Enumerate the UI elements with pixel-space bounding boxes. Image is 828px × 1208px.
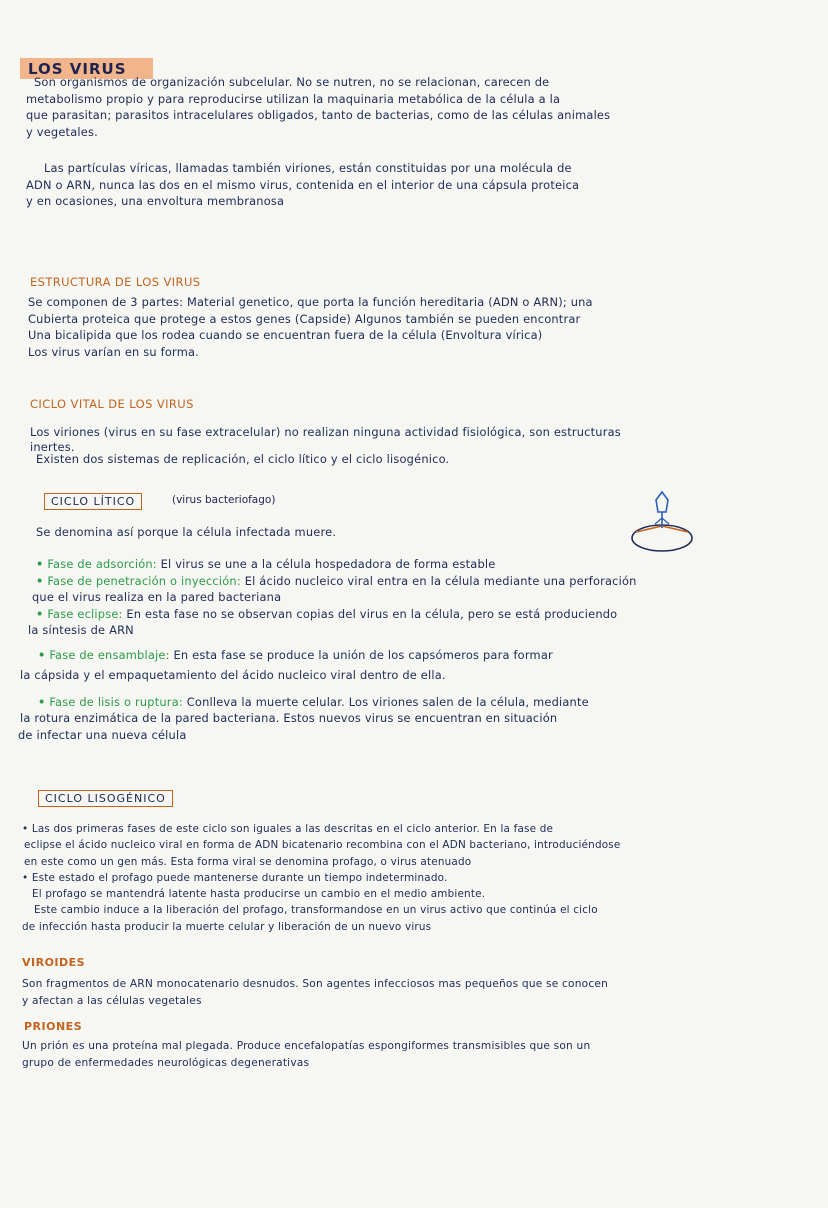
text-line: metabolismo propio y para reproducirse utilizan la maquinaria metabólica de la célula a la bbox=[26, 91, 561, 106]
fase-text: En esta fase se produce la unión de los capsómeros para formar bbox=[173, 647, 553, 662]
ciclo-litico-aside: (virus bacteriofago) bbox=[172, 494, 276, 506]
fase-text: Conlleva la muerte celular. Los viriones salen de la célula, mediante bbox=[186, 694, 589, 709]
bullet-dot: • bbox=[36, 573, 44, 588]
text-line: grupo de enfermedades neurológicas degenerativas bbox=[22, 1056, 310, 1069]
page-title: LOS VIRUS bbox=[20, 58, 153, 79]
fase-item bbox=[18, 647, 818, 664]
intro-paragraph-2 bbox=[26, 160, 816, 210]
ciclo-litico-fases bbox=[18, 556, 818, 743]
text-line: eclipse el ácido nucleico viral en forma de ADN bicatenario recombina con el ADN bacteriano, introduciéndose bbox=[24, 839, 621, 852]
viroides-text bbox=[22, 976, 822, 1009]
text-line: Los virus varían en su forma. bbox=[28, 344, 200, 359]
text-line: Este cambio induce a la liberación del profago, transformandose en un virus activo que continúa el ciclo bbox=[34, 904, 598, 917]
fase-name: Fase de adsorción: bbox=[47, 557, 157, 571]
text-line: que parasitan; parasitos intracelulares obligados, tanto de bacterias, como de las células animales bbox=[26, 108, 611, 122]
text-line: Un prión es una proteína mal plegada. Produce encefalopatías espongiformes transmisibles que son un bbox=[22, 1040, 591, 1052]
text-line: • Este estado el profago puede mantenerse durante un tiempo indeterminado. bbox=[22, 871, 448, 884]
text-line: Se componen de 3 partes: Material genetico, que porta la función hereditaria (ADN o ARN); una bbox=[28, 295, 593, 309]
estructura-text bbox=[28, 294, 818, 360]
ciclo-vital-heading: CICLO VITAL DE LOS VIRUS bbox=[30, 397, 194, 411]
estructura-heading: ESTRUCTURA DE LOS VIRUS bbox=[30, 275, 201, 289]
text-line: • Las dos primeras fases de este ciclo son iguales a las descritas en el ciclo anterior. En la fase de bbox=[22, 823, 554, 835]
fase-name: Fase de ensamblaje: bbox=[49, 647, 170, 662]
fase-text: En esta fase no se observan copias del virus en la célula, pero se está produciendo bbox=[126, 606, 618, 621]
fase-text: de infectar una nueva célula bbox=[18, 727, 187, 742]
bullet-dot: • bbox=[38, 694, 46, 709]
fase-text: que el virus realiza en la pared bacteriana bbox=[32, 590, 282, 604]
fase-item bbox=[18, 573, 818, 590]
ciclo-lisogenico-label: CICLO LISOGÉNICO bbox=[38, 790, 173, 807]
bacteriophage-icon bbox=[628, 488, 698, 560]
text-line: Son organismos de organización subcelular. No se nutren, no se relacionan, carecen de bbox=[34, 75, 550, 89]
fase-name: Fase de lisis o ruptura: bbox=[49, 694, 183, 709]
bullet-dot: • bbox=[36, 557, 44, 571]
fase-name: Fase de penetración o inyección: bbox=[47, 573, 241, 588]
fase-text: El virus se une a la célula hospedadora de forma estable bbox=[160, 557, 496, 571]
fase-text: la cápsida y el empaquetamiento del ácido nucleico viral dentro de ella. bbox=[20, 668, 446, 682]
text-line: Una bicalipida que los rodea cuando se encuentran fuera de la célula (Envoltura vírica) bbox=[28, 328, 543, 342]
viroides-heading: VIROIDES bbox=[22, 956, 86, 969]
ciclo-lisogenico-text bbox=[22, 821, 822, 935]
fase-item bbox=[18, 694, 818, 711]
priones-heading: PRIONES bbox=[24, 1020, 83, 1033]
priones-text bbox=[22, 1038, 822, 1071]
fase-text: la rotura enzimática de la pared bacteriana. Estos nuevos virus se encuentran en situación bbox=[20, 711, 558, 725]
fase-name: Fase eclipse: bbox=[47, 606, 123, 621]
text-line: en este como un gen más. Esta forma viral se denomina profago, o virus atenuado bbox=[24, 855, 472, 868]
fase-item bbox=[18, 556, 818, 573]
text-line: Son fragmentos de ARN monocatenario desnudos. Son agentes infecciosos mas pequeños que se conocen bbox=[22, 978, 608, 990]
fase-item bbox=[18, 606, 818, 623]
text-line: Las partículas víricas, llamadas también viriones, están constituidas por una molécula de bbox=[44, 161, 572, 175]
text-line: y en ocasiones, una envoltura membranosa bbox=[26, 194, 285, 208]
text-line: El profago se mantendrá latente hasta producirse un cambio en el medio ambiente. bbox=[32, 888, 486, 901]
text-line: de infección hasta producir la muerte celular y liberación de un nuevo virus bbox=[22, 920, 432, 933]
text-line: Existen dos sistemas de replicación, el ciclo lítico y el ciclo lisogénico. bbox=[36, 452, 450, 466]
ciclo-litico-label: CICLO LÍTICO bbox=[44, 493, 142, 510]
text-line: ADN o ARN, nunca las dos en el mismo virus, contenida en el interior de una cápsula proteica bbox=[26, 177, 580, 192]
text-line: inertes. bbox=[30, 439, 75, 454]
text-line: Los viriones (virus en su fase extracelular) no realizan ninguna actividad fisiológica, son estructuras bbox=[30, 425, 621, 439]
ciclo-litico-intro: Se denomina así porque la célula infectada muere. bbox=[36, 525, 337, 539]
ciclo-vital-text bbox=[30, 424, 820, 468]
intro-paragraph-1 bbox=[26, 74, 816, 140]
text-line: Cubierta proteica que protege a estos genes (Capside) Algunos también se pueden encontrar bbox=[28, 311, 581, 326]
bullet-dot: • bbox=[38, 647, 46, 662]
bullet-dot: • bbox=[36, 606, 44, 621]
fase-text: la síntesis de ARN bbox=[28, 623, 134, 637]
fase-text: El ácido nucleico viral entra en la célula mediante una perforación bbox=[244, 573, 637, 588]
text-line: y afectan a las células vegetales bbox=[22, 994, 202, 1007]
text-line: y vegetales. bbox=[26, 124, 98, 139]
